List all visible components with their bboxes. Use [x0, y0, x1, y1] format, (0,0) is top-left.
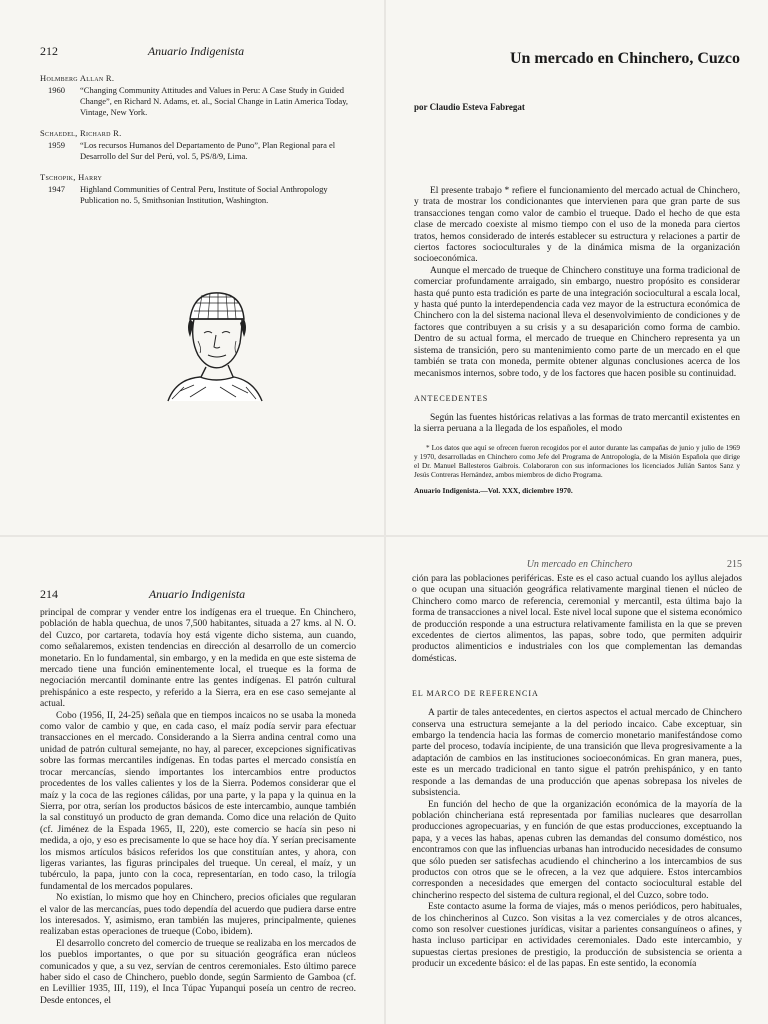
journal-citation: Anuario Indigenista.—Vol. XXX, diciembre 1970. — [414, 485, 573, 495]
paragraph: En función del hecho de que la organización económica de la mayoría de la población chincheriana está representada por familias nucleares que desarrollan producciones agropecuarias, y en función de que estas producciones, exceptuando la papa, y a veces las habas, apenas cubren las demandas del consumo doméstico, nos encontramos con que las influencias urbanas han introducido necesidades de consumo que sólo pueden ser satisfechas acudiendo el chincherino a los intercambios de sus productos con otros que se le ofrecen, a la vez que adquiere. Estos intercambios corresponden a necesidades que emergen del contacto sociocultural estable del chincherino respecto del sistema de cultura regional, el del Cuzco, sobre todo. — [412, 799, 742, 901]
reference-author: Schaedel, Richard R. — [40, 128, 122, 138]
paragraph: No existían, lo mismo que hoy en Chinchero, precios oficiales que regularan el valor de las mercancías, pues todo dependía del acuerdo que pudiera darse entre los interesados. Y, asimismo, eran también las mujeres, principalmente, quienes realizaban estas operaciones de trueque (Cobo, ibidem). — [40, 893, 356, 938]
paragraph: Aunque el mercado de trueque de Chinchero constituye una forma tradicional de comerciar profundamente arraigado, sin embargo, nuestro propósito es considerar hasta qué punto esta tradición es parte de una integración sociocultural a escala local, y hasta qué punto la interdependencia cada vez mayor de la estructura económica de Chinchero con la del sistema nacional lleva el desenvolvimiento de condiciones y de factores que contribuyen a su crisis y a su desaparición como forma de cambio. Dentro de su actual forma, el mercado de trueque en Chinchero representa ya un sistema de transición, pero su mantenimiento como parte de un mercado en el que también se trata con moneda, permite obtener algunas conclusiones acerca de los mecanismos internos, sobre todo, y de los factores que hacen posible su continuidad. — [414, 265, 740, 379]
paragraph: Cobo (1956, II, 24-25) señala que en tiempos incaicos no se usaba la moneda como valor de cambio y que, en cada caso, el maíz podía servir para efectuar transacciones en el mercado. Considerando a la Sierra andina central como una unidad de patrón cultural semejante, no hay, al parecer, excepciones significativas sobre las formas mercantiles indígenas. En todas partes el mercado consistía en trocar mercancías, siendo importantes los intercambios entre productos procedentes de los valles calientes y los de la Sierra. Podemos considerar que el maíz y la coca de las regiones cálidas, por una parte, y la papa y la quinua en la Sierra, por otra, serían los productos básicos de este intercambio, aunque también la sal constituyó un producto de gran demanda. Como dice una relación de Quito (cf. Jiménez de la Espada 1965, II, 220), este comercio se hacía sin peso ni medida, a ojo, y eso es precisamente lo que se hace hoy día. Y serían precisamente los mismos artículos básicos referidos los que constituían antes, y ahora, con ligeras variantes, las figuras principales del trueque. Un cereal, el maíz, y un tubérculo, la papa, junto con la coca, representarían, en todo caso, la trilogía fundamental de los mercados populares. — [40, 710, 356, 892]
page-212 — [0, 0, 384, 535]
page-215 — [386, 537, 768, 1024]
article-title: Un mercado en Chinchero, Cuzco — [509, 50, 740, 67]
article-byline: por Claudio Esteva Fabregat — [414, 102, 525, 112]
running-head — [40, 587, 356, 602]
running-title: Anuario Indigenista — [147, 44, 245, 58]
running-head — [412, 559, 742, 570]
reference-text: Highland Communities of Central Peru, Institute of Social Anthropology Publication no. 5, Smithsonian Institution, Washington. — [80, 184, 328, 205]
reference-author: Tschopik, Harry — [40, 172, 103, 182]
paragraph: ción para las poblaciones periféricas. Este es el caso actual cuando los ayllus alejados o que ocupan una situación geográfica relativamente marginal tienen el núcleo de Chinchero como marco de referencia, ceremonial y mercantil, esta última bajo la forma de transacciones a nivel local. Este nivel local supone que el sistema económico de producción responde a una estructura relativamente familista en la que se preven excedentes de ciertos alimentos, las papas, sobre todo, que permiten adquirir productos alimenticios e industriales con los que complementan las demandas domésticas. — [412, 574, 742, 664]
reference-year: 1960 — [48, 85, 65, 95]
reference-year: 1959 — [48, 140, 65, 150]
running-title: Anuario Indigenista — [148, 587, 246, 601]
footnote: * Los datos que aquí se ofrecen fueron recogidos por el autor durante las campañas de junio y julio de 1969 y 1970, desarrolladas en Chinchero como Jefe del Programa de Antropología, de la Misión Española que dirige el Dr. Manuel Ballesteros Gaibrois. Colaboraron con sus informaciones los licenciados Julián Santos Sanz y Jesús Contreras Hernández, ambos miembros de dicho Programa. — [414, 443, 740, 479]
reference-year: 1947 — [48, 184, 65, 194]
running-head — [40, 44, 354, 59]
paragraph: Este contacto asume la forma de viajes, más o menos periódicos, pero habituales, de los chincherinos al Cuzco. Son visitas a la vez comerciales y de otros alcances, como son resolver cuestiones jurídicas, visitar a parientes consanguíneos o afines, y hasta incluso participar en actividades ceremoniales. Dado este intercambio, y supuestas ciertas presiones de prestigio, la producción de subsistencia se orienta a producir un excedente básico: el de las papas. En este sentido, la economía — [412, 902, 742, 970]
reference-entry — [40, 172, 354, 206]
page-article-start — [386, 0, 768, 535]
paragraph: El desarrollo concreto del comercio de trueque se realizaba en los mercados de los pueblos importantes, o que por su situación geográfica eran núcleos comunicados y que, a su vez, servían de centros ceremoniales. Esto último parece haber sido el caso de Chinchero, pueblo donde, según Sarmiento de Gamboa (cf. en Levillier 1935, III, 119), el Inca Túpac Yupanqui poseía un centro de recreo. Desde entonces, el — [40, 938, 356, 1006]
page-number: 212 — [40, 44, 58, 58]
section-heading: ANTECEDENTES — [414, 393, 489, 403]
reference-author: Holmberg Allan R. — [40, 73, 115, 83]
page-number: 215 — [727, 559, 742, 570]
paragraph: principal de comprar y vender entre los indígenas era el trueque. En Chinchero, población de habla quechua, de unos 7,500 habitantes, situada a 27 kms. al N. O. del Cuzco, por cartareta, todavía hoy está vigente dicho sistema, aun cuando, como señalaremos, existen tendencias en dirección al desarrollo de un comercio monetario. En lo fundamental, sin embargo, y en la medida en que este sistema de mercado tiene una función eminentemente local, el trueque es la forma de negociación mercantil dominante entre las gentes indígenas. El patrón cultural prehispánico a este respecto, y referido a la Sierra, era en ese caso semejante al actual. — [40, 608, 356, 710]
reference-text: “Changing Community Attitudes and Values in Peru: A Case Study in Guided Change”, en Richard N. Adams, et. al., Social Change in Latin America Today, Vintage, New York. — [80, 85, 349, 117]
page-number: 214 — [40, 587, 58, 601]
running-title: Un mercado en Chinchero — [526, 559, 633, 570]
reference-entry — [40, 73, 354, 118]
paragraph: Según las fuentes históricas relativas a las formas de trato mercantil existentes en la sierra peruana a la llegada de los españoles, el modo — [414, 412, 740, 435]
paragraph: El presente trabajo * refiere el funcionamiento del mercado actual de Chinchero, y trata de mostrar los condicionantes que intervienen para que gran parte de sus transacciones tengan como valor de cambio el trueque. Dado el hecho de que esta clase de mercado coexiste al mismo tiempo con el uso de la moneda para ciertos tratos, hemos considerado de interés establecer su estructura y relaciones a partir de ciertos factores socioculturales y de la dinámica misma de la organización socioeconómica. — [414, 186, 740, 265]
reference-entry — [40, 128, 354, 162]
paragraph: A partir de tales antecedentes, en ciertos aspectos el actual mercado de Chinchero conserva una estructura semejante a la del periodo incaico. Cabe exceptuar, sin embargo la tendencia hacia las formas de comercio monetario manifestándose como parte del proceso, todavía incipiente, de una transición que lleva progresivamente a la adaptación de cambios en las instituciones socioeconómicas. En gran manera, pues, este es un mercado tradicional en tanto sigue el patrón prehispánico, y en tanto responde a las demandas de una producción que apenas sobrepasa los niveles de subsistencia. — [412, 708, 742, 799]
reference-text: “Los recursos Humanos del Departamento de Puno”, Plan Regional para el Desarrollo del Sur del Perú, vol. 5, PS/8/9, Lima. — [80, 140, 336, 161]
page-214 — [0, 537, 384, 1024]
portrait-illustration — [150, 283, 270, 403]
section-heading: EL MARCO DE REFERENCIA — [412, 689, 539, 699]
